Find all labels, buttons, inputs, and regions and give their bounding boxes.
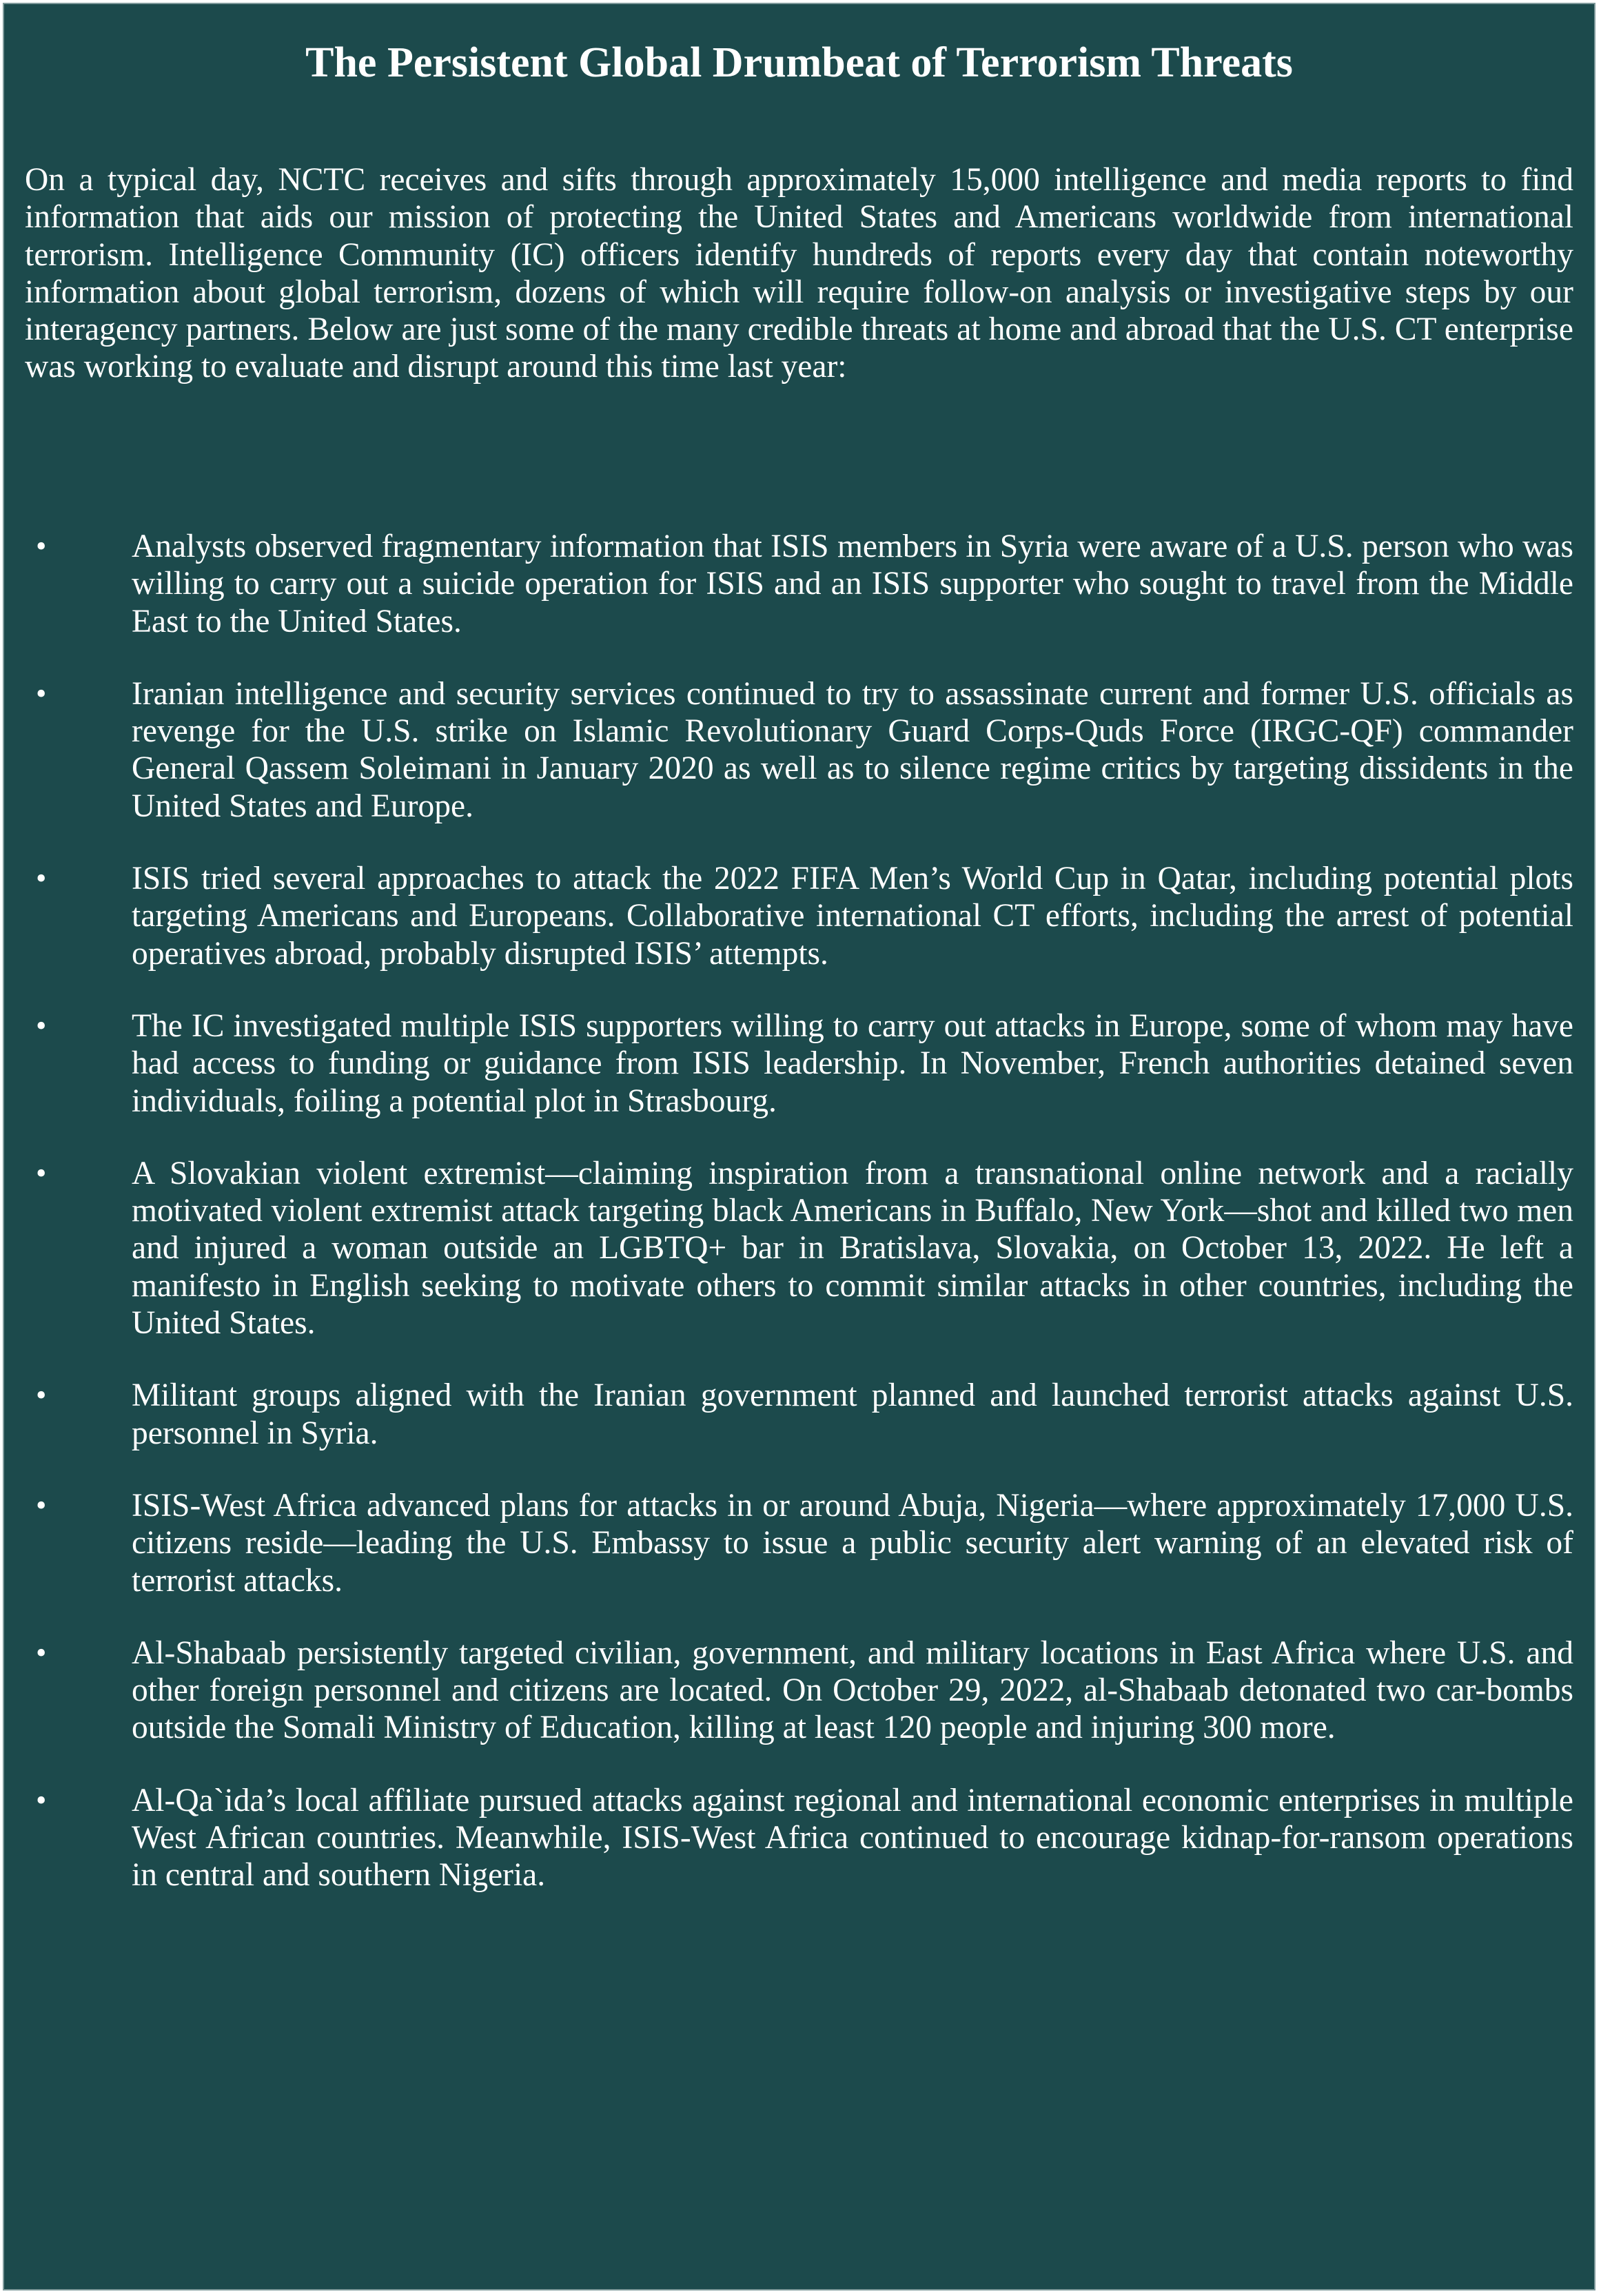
threat-item-text: A Slovakian violent extremist—claiming inspiration from a transnational online network and a racially motivated violent extremist attack targeting black Americans in Buffalo, New York—shot and killed two men and injured a woman outside an LGBTQ+ bar in Bratislava, Slovakia, on October 13, 2022. He left a manifesto in English seeking to motivate others to commit similar attacks in other countries, including the United States. xyxy=(132,1155,1573,1342)
threat-item-text: Analysts observed fragmentary information that ISIS members in Syria were aware of a U.S. person who was willing to carry out a suicide operation for ISIS and an ISIS supporter who sought to travel from the Middle East to the United States. xyxy=(132,529,1573,639)
bullet-icon: • xyxy=(36,676,47,710)
threat-item xyxy=(4,1377,1573,1452)
threat-item-text: The IC investigated multiple ISIS supporters willing to carry out attacks in Europe, some of whom may have had access to funding or guidance from ISIS leadership. In November, French authorities detained seven individuals, foiling a potential plot in Strasbourg. xyxy=(132,1007,1573,1119)
bullet-icon: • xyxy=(36,1488,47,1522)
threats-panel xyxy=(3,3,1595,2290)
bullet-icon: • xyxy=(36,1783,47,1817)
threat-item xyxy=(4,675,1573,825)
intro-paragraph: On a typical day, NCTC receives and sifts through approximately 15,000 intelligence and media reports to find information that aids our mission of protecting the United States and Americans worldwide from international terrorism. Intelligence Community (IC) officers identify hundreds of reports every day that contain noteworthy information about global terrorism, dozens of which will require follow-on analysis or investigative steps by our interagency partners. Below are just some of the many credible threats at home and abroad that the U.S. CT enterprise was working to evaluate and disrupt around this time last year: xyxy=(25,162,1573,385)
bullet-icon: • xyxy=(36,529,47,563)
threat-item xyxy=(4,1634,1573,1747)
bullet-icon: • xyxy=(36,1008,47,1043)
threat-item-text: Al-Qa`ida’s local affiliate pursued attacks against regional and international economic enterprises in multiple West African countries. Meanwhile, ISIS-West Africa continued to encourage kidnap-for-ransom operations in central and southern Nigeria. xyxy=(132,1782,1573,1894)
threat-item xyxy=(4,1487,1573,1599)
threat-item xyxy=(4,528,1573,640)
threat-item xyxy=(4,1782,1573,1894)
threat-item-text: Iranian intelligence and security services continued to try to assassinate current and former U.S. officials as revenge for the U.S. strike on Islamic Revolutionary Guard Corps-Quds Force (IRGC-QF) commander General Qassem Soleimani in January 2020 as well as to silence regime critics by targeting dissidents in the United States and Europe. xyxy=(132,675,1573,824)
panel-title: The Persistent Global Drumbeat of Terrorism Threats xyxy=(305,39,1293,86)
threat-item-text: Al-Shabaab persistently targeted civilian, government, and military locations in East Africa where U.S. and other foreign personnel and citizens are located. On October 29, 2022, al-Shabaab detonated two car-bombs outside the Somali Ministry of Education, killing at least 120 people and injuring 300 more. xyxy=(132,1634,1573,1746)
bullet-icon: • xyxy=(36,861,47,896)
threat-item-text: ISIS tried several approaches to attack the 2022 FIFA Men’s World Cup in Qatar, including potential plots targeting Americans and Europeans. Collaborative international CT efforts, including the arrest of potential operatives abroad, probably disrupted ISIS’ attempts. xyxy=(132,861,1573,972)
bullet-icon: • xyxy=(36,1378,47,1413)
threat-item xyxy=(4,1155,1573,1342)
threat-list xyxy=(4,528,1573,1929)
threat-item-text: ISIS-West Africa advanced plans for attacks in or around Abuja, Nigeria—where approximately 17,000 U.S. citizens reside—leading the U.S. Embassy to issue a public security alert warning of an elevated risk of terrorist attacks. xyxy=(132,1487,1573,1599)
bullet-icon: • xyxy=(36,1635,47,1670)
threat-item-text: Militant groups aligned with the Iranian government planned and launched terrorist attacks against U.S. personnel in Syria. xyxy=(132,1377,1573,1451)
threat-item xyxy=(4,1007,1573,1120)
bullet-icon: • xyxy=(36,1156,47,1190)
threat-item xyxy=(4,860,1573,972)
